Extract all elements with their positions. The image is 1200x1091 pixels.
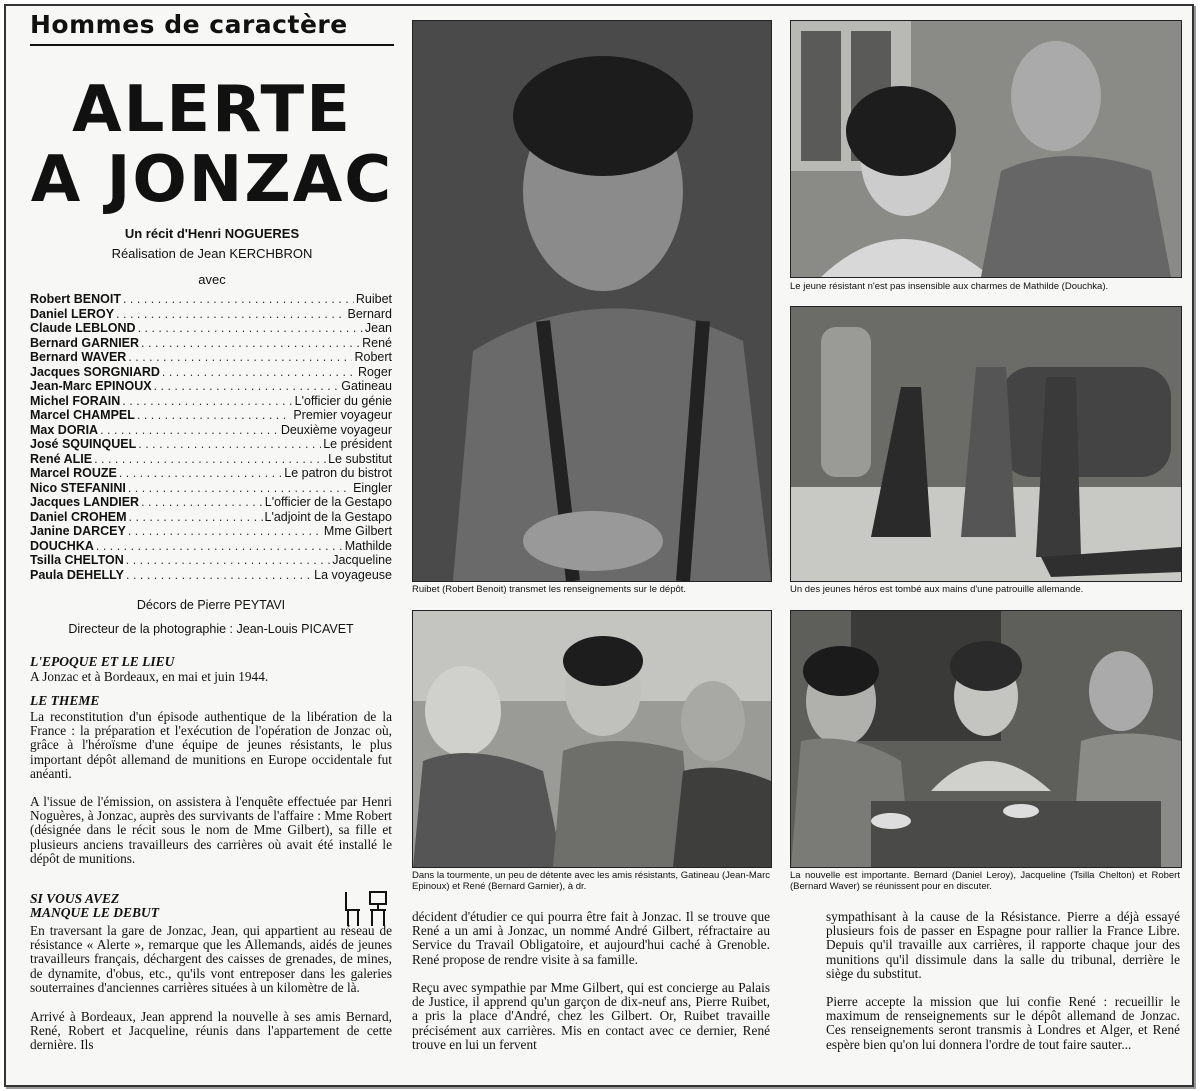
cast-row (30, 292, 392, 307)
cast-role: Robert (354, 350, 392, 364)
leader-dots (96, 539, 343, 554)
cast-role: La voyageuse (314, 567, 392, 582)
col2-text-2: Reçu avec sympathie par Mme Gilbert, qui est concierge au Palais de Justice, il apprend qu'un garçon de dix-neuf ans, Pierre Ruibet, a pris la place d'André, chez les Gilbert. Or, Ruibet travaille précisément aux carrières. Mis en contact avec ce dernier, René trouve en lui un fervent (412, 980, 770, 1052)
cast-role: Le substitut (328, 451, 392, 466)
caption-photo1: Ruibet (Robert Benoit) transmet les renseignements sur le dépôt. (412, 584, 687, 595)
leader-dots (126, 568, 312, 583)
cast-role: Le président (323, 437, 392, 451)
chairs-icon (342, 888, 390, 928)
leader-dots (154, 379, 340, 394)
cast-role: Ruibet (355, 292, 392, 306)
rubric-title: Hommes de caractère (30, 10, 348, 39)
direction-credit: Réalisation de Jean KERCHBRON (111, 246, 313, 261)
leader-dots (122, 394, 292, 409)
cast-role: Premier voyageur (293, 408, 392, 422)
cast-actor: Nico STEFANINI (30, 480, 126, 495)
leader-dots (137, 408, 291, 423)
cast-role: Deuxième voyageur (280, 422, 392, 437)
cast-role: Gatineau (341, 379, 392, 393)
cast-row (30, 423, 392, 438)
section-heading-epoque: L'EPOQUE ET LE LIEU (30, 654, 175, 669)
leader-dots (129, 510, 263, 525)
debut-text-1: En traversant la gare de Jonzac, Jean, qui appartient au réseau de résistance « Alerte », remarque que les Allemands, aidés de jeunes travailleurs français, déchargent des caisses de grenades, de mines, de dynamite, d'obus, etc., qu'ils vont entreposer dans les galeries souterraines d'anciennes carrières situées à un kilomètre de là. (30, 923, 392, 995)
story-credit: Un récit d'Henri NOGUERES (124, 226, 300, 241)
cast-actor: Robert BENOIT (30, 292, 121, 306)
cast-row (30, 495, 392, 510)
leader-dots (119, 466, 282, 481)
headline-line2: A JONZAC (30, 143, 394, 217)
section-heading-debut-2: MANQUE LE DEBUT (30, 905, 160, 920)
section-heading-theme: LE THEME (30, 693, 100, 708)
caption-photo4: Dans la tourmente, un peu de détente avec les amis résistants, Gatineau (Jean-Marc Epinoux) et René (Bernard Garnier), à dr. (412, 870, 770, 892)
cast-row (30, 466, 392, 481)
rubric-underline (30, 44, 394, 46)
cast-role: Mme Gilbert (323, 524, 392, 538)
cast-row (30, 553, 392, 568)
cast-row (30, 307, 392, 322)
leader-dots (116, 307, 345, 322)
cast-row (30, 510, 392, 525)
col3-text-2: Pierre accepte la mission que lui confie René : recueillir le maximum de renseignements sur le dépôt allemand de Jonzac. Ces renseignements seront transmis à Londres et Alger, et René espère bien qu'on lui donnera l'ordre de tout faire sauter... (826, 994, 1180, 1052)
cast-role: L'officier de la Gestapo (264, 495, 392, 509)
cast-list (30, 292, 392, 582)
col2-text-1: décident d'étudier ce qui pourra être fait à Jonzac. Il se trouve que René a un ami à Jonzac, un nommé André Gilbert, réfractaire au Service du Travail Obligatoire, et aujourd'hui caché à Grenoble. René propose de rendre visite à sa famille. (412, 909, 770, 967)
cast-actor: Marcel CHAMPEL (30, 408, 135, 422)
cast-actor: Janine DARCEY (30, 524, 126, 538)
cast-row (30, 539, 392, 554)
decors-credit: Décors de Pierre PEYTAVI (136, 598, 286, 612)
cast-row (30, 379, 392, 394)
cast-actor: José SQUINQUEL (30, 437, 137, 451)
cast-role: Mathilde (344, 538, 392, 553)
leader-dots (138, 437, 321, 452)
cast-role: L'officier du génie (294, 393, 392, 408)
photo-meeting (790, 610, 1182, 868)
leader-dots (123, 292, 354, 307)
leader-dots (126, 553, 330, 568)
cast-actor: Michel FORAIN (30, 393, 121, 408)
cast-actor: René ALIE (30, 451, 93, 466)
cast-role: Bernard (347, 306, 392, 321)
headline-line1: ALERTE (72, 73, 352, 147)
leader-dots (100, 423, 279, 438)
cast-actor: Bernard GARNIER (30, 335, 140, 350)
cast-actor: Jacques SORGNIARD (30, 364, 160, 379)
cast-row (30, 524, 392, 539)
leader-dots (141, 495, 263, 510)
cast-row (30, 408, 392, 423)
cast-actor: Bernard WAVER (30, 350, 127, 364)
caption-photo3: Un des jeunes héros est tombé aux mains d'une patrouille allemande. (790, 584, 1084, 595)
cast-actor: Max DORIA (30, 422, 99, 437)
leader-dots (128, 350, 352, 365)
cast-role: L'adjoint de la Gestapo (264, 509, 392, 524)
cast-row (30, 568, 392, 583)
photo-patrol (790, 306, 1182, 582)
cast-actor: Marcel ROUZE (30, 466, 117, 480)
cast-role: Jean (364, 321, 392, 335)
cast-actor: Claude LEBLOND (30, 321, 136, 335)
leader-dots (141, 336, 360, 351)
cast-actor: Daniel CROHEM (30, 509, 127, 524)
cast-row (30, 350, 392, 365)
cast-actor: Paula DEHELLY (30, 567, 125, 582)
leader-dots (128, 524, 322, 539)
section-heading-debut-1: SI VOUS AVEZ (30, 891, 120, 906)
leader-dots (128, 481, 351, 496)
photo-mathilde (790, 20, 1182, 278)
cast-row (30, 394, 392, 409)
cast-actor: Jacques LANDIER (30, 495, 140, 509)
photo-friends (412, 610, 772, 868)
cast-role: Le patron du bistrot (284, 466, 392, 480)
col3-text-1: sympathisant à la cause de la Résistance. Pierre a déjà essayé plusieurs fois de passer en Espagne pour rallier la France Libre. Depuis qu'il travaille aux carrières, il rapporte chaque jour des munitions qu'il dissimule dans la salle du tribunal, derrière le siège du substitut. (826, 909, 1180, 981)
cast-row (30, 336, 392, 351)
cast-row (30, 452, 392, 467)
cast-actor: DOUCHKA (30, 538, 94, 553)
cast-role: Eingler (353, 480, 392, 495)
debut-text-2: Arrivé à Bordeaux, Jean apprend la nouvelle à ses amis Bernard, René, Robert et Jacqueline, réunis dans l'appartement de cette dernière. Ils (30, 1009, 392, 1053)
caption-photo2: Le jeune résistant n'est pas insensible aux charmes de Mathilde (Douchka). (790, 281, 1109, 292)
cast-row (30, 321, 392, 336)
caption-photo5: La nouvelle est importante. Bernard (Daniel Leroy), Jacqueline (Tsilla Chelton) et Robert (Bernard Waver) se réunissent pour en discuter. (790, 870, 1180, 892)
leader-dots (94, 452, 326, 467)
cast-row (30, 481, 392, 496)
with-label: avec (198, 272, 226, 287)
leader-dots (138, 321, 363, 336)
photo-director-credit: Directeur de la photographie : Jean-Louis PICAVET (68, 622, 354, 636)
theme-text-1: La reconstitution d'un épisode authentique de la libération de la France : la préparation et l'exécution de l'opération de Jonzac où, grâce à l'héroïsme d'une équipe de jeunes résistants, le plus important dépôt allemand de munitions en Europe occidentale fut anéanti. (30, 709, 392, 781)
epoque-text: A Jonzac et à Bordeaux, en mai et juin 1944. (30, 669, 269, 684)
cast-row (30, 365, 392, 380)
cast-actor: Daniel LEROY (30, 306, 115, 321)
cast-role: Jacqueline (332, 553, 392, 567)
cast-role: René (362, 335, 392, 350)
photo-ruibet (412, 20, 772, 582)
cast-row (30, 437, 392, 452)
cast-actor: Tsilla CHELTON (30, 553, 124, 567)
theme-text-2: A l'issue de l'émission, on assistera à l'enquête effectuée par Henri Noguères, à Jonzac, auprès des survivants de l'affaire : Mme Robert (désignée dans le récit sous le nom de Mme Gilbert), sa fille et plusieurs anciens travailleurs des carrières où avait été installé le dépôt de munitions. (30, 794, 392, 866)
leader-dots (162, 365, 356, 380)
cast-role: Roger (357, 364, 392, 379)
cast-actor: Jean-Marc EPINOUX (30, 379, 152, 393)
